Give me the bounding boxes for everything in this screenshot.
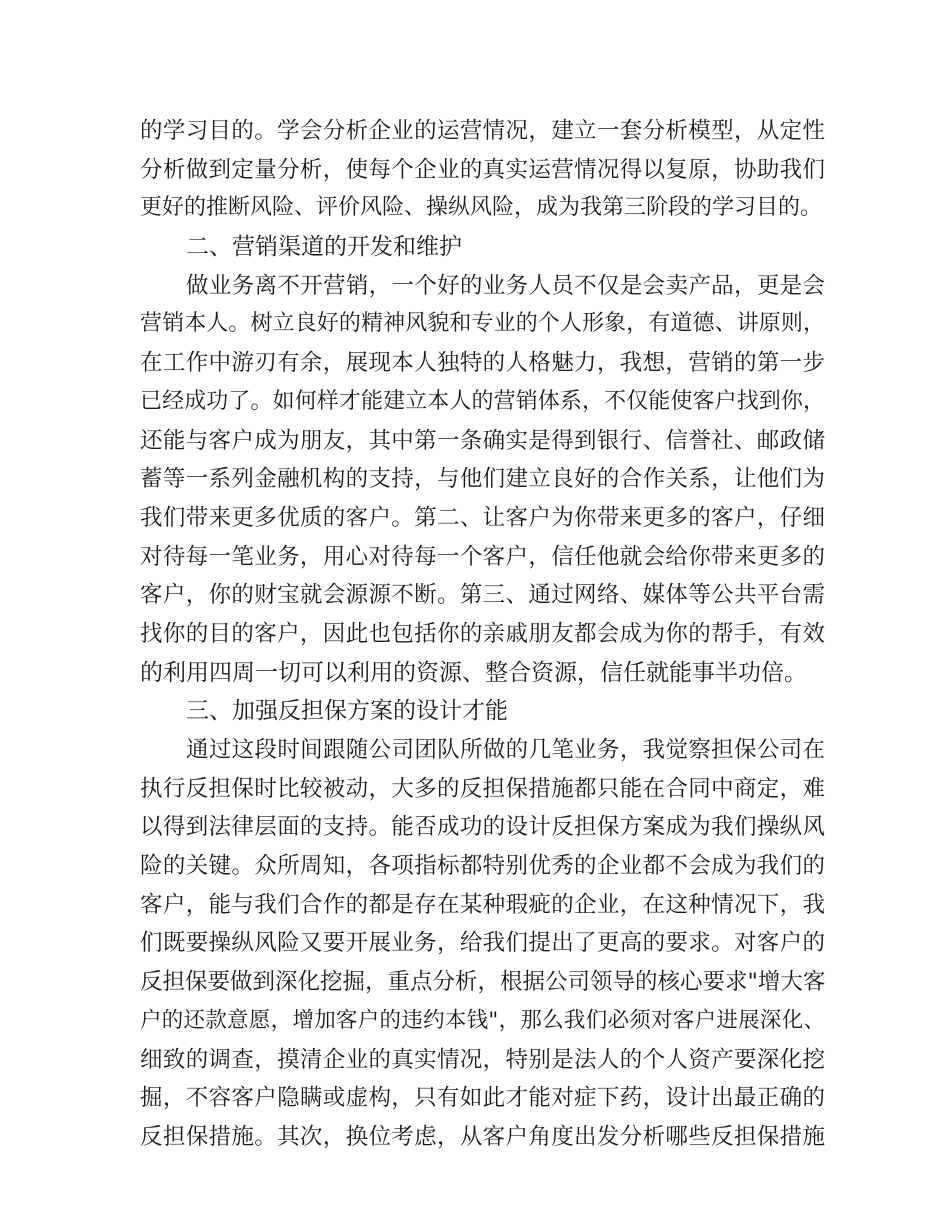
text-line: 反担保措施。其次，换位考虑，从客户角度出发分析哪些反担保措施 xyxy=(140,1123,825,1150)
text-line: 客户，你的财宝就会源源不断。第三、通过网络、媒体等公共平台需 xyxy=(140,582,825,609)
text-line: 客户，能与我们合作的都是存在某种瑕疵的企业，在这种情况下，我 xyxy=(140,891,825,918)
text-line: 掘，不容客户隐瞒或虚构，只有如此才能对症下药，设计出最正确的 xyxy=(140,1085,825,1112)
paragraph-first-line: 通过这段时间跟随公司团队所做的几笔业务，我觉察担保公司在 xyxy=(186,737,825,763)
text-line: 我们带来更多优质的客户。第二、让客户为你带来更多的客户，仔细 xyxy=(140,504,825,531)
text-line: 更好的推断风险、评价风险、操纵风险，成为我第三阶段的学习目的。 xyxy=(140,195,823,221)
document-body-text xyxy=(140,112,825,1157)
text-line: 分析做到定量分析，使每个企业的真实运营情况得以复原，协助我们 xyxy=(140,156,825,183)
section-heading-marketing-channels: 二、营销渠道的开发和维护 xyxy=(186,234,462,261)
text-line: 险的关键。众所周知，各项指标都特别优秀的企业都不会成为我们的 xyxy=(140,853,825,880)
text-line: 户的还款意愿，增加客户的违约本钱"，那么我们必须对客户进展深化、 xyxy=(140,1007,825,1033)
text-line: 已经成功了。如何样才能建立本人的营销体系，不仅能使客户找到你， xyxy=(140,388,825,414)
paragraph-first-line: 做业务离不开营销，一个好的业务人员不仅是会卖产品，更是会 xyxy=(186,272,825,299)
text-line: 的学习目的。学会分析企业的运营情况，建立一套分析模型，从定性 xyxy=(140,118,825,144)
text-line: 对待每一笔业务，用心对待每一个客户，信任他就会给你带来更多的 xyxy=(140,543,825,570)
text-line: 找你的目的客户，因此也包括你的亲戚朋友都会成为你的帮手，有效 xyxy=(140,620,825,647)
text-line: 反担保要做到深化挖掘，重点分析，根据公司领导的核心要求"增大客 xyxy=(140,969,825,996)
text-line: 细致的调查，摸清企业的真实情况，特别是法人的个人资产要深化挖 xyxy=(140,1046,825,1073)
text-line: 执行反担保时比较被动，大多的反担保措施都只能在合同中商定，难 xyxy=(140,775,825,802)
text-line: 营销本人。树立良好的精神风貌和专业的个人形象，有道德、讲原则， xyxy=(140,311,825,337)
text-line: 以得到法律层面的支持。能否成功的设计反担保方案成为我们操纵风 xyxy=(140,814,825,841)
text-line: 还能与客户成为朋友，其中第一条确实是得到银行、信誉社、邮政储 xyxy=(140,427,825,454)
text-line: 蓄等一系列金融机构的支持，与他们建立良好的合作关系，让他们为 xyxy=(140,466,825,493)
text-line: 的利用四周一切可以利用的资源、整合资源，信任就能事半功倍。 xyxy=(140,659,807,686)
text-line: 们既要操纵风险又要开展业务，给我们提出了更高的要求。对客户的 xyxy=(140,930,825,957)
section-heading-counter-guarantee: 三、加强反担保方案的设计才能 xyxy=(186,698,508,725)
text-line: 在工作中游刃有余，展现本人独特的人格魅力，我想，营销的第一步 xyxy=(140,350,825,377)
